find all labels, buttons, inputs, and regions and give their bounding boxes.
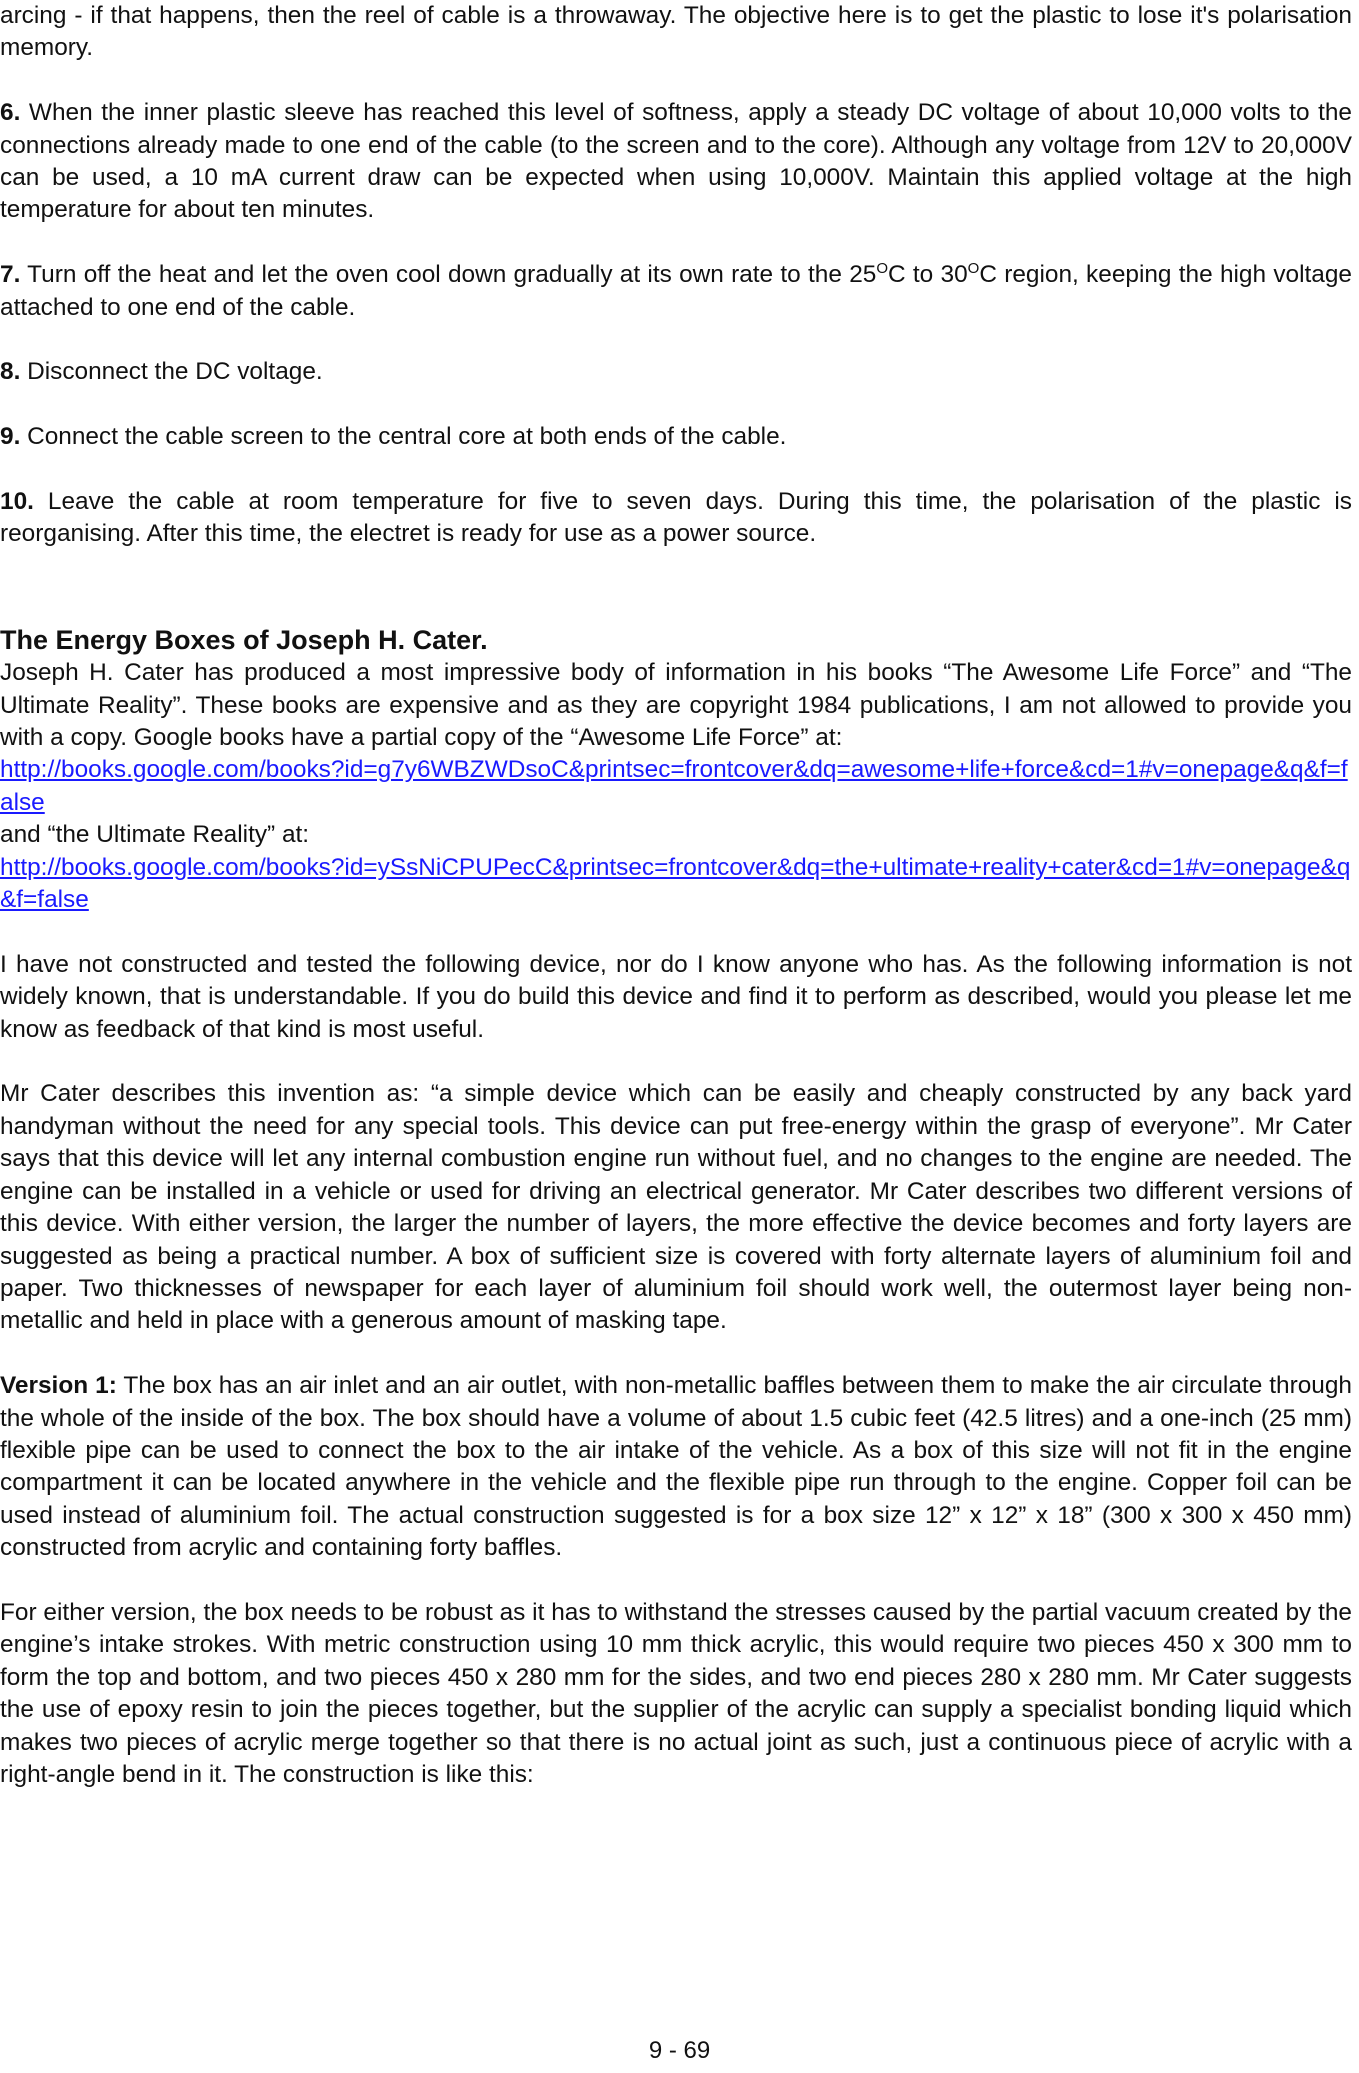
and-ultimate-reality-text: and “the Ultimate Reality” at: xyxy=(0,821,310,849)
degree-superscript: O xyxy=(967,260,980,278)
intro-paragraph: arcing - if that happens, then the reel of cable is a throwaway. The objective here is to get the plastic to lose it's polarisation memory. xyxy=(0,2,1352,62)
step-7-text-b: C to 30 xyxy=(888,261,968,289)
ultimate-reality-link[interactable]: http://books.google.com/books?id=ySsNiCPUPecC&printsec=frontcover&dq=the+ultimate+reality+cater&cd=1#v=onepage&q&f=false xyxy=(0,853,1351,914)
step-7-number: 7. xyxy=(0,261,21,289)
step-8 xyxy=(0,356,1352,388)
step-6-text: When the inner plastic sleeve has reached this level of softness, apply a steady DC voltage of about 10,000 volts to the connections already made to one end of the cable (to the screen and to the core). Although any voltage from 12V to 20,000V can be used, a 10 mA current draw can be expected when using 10,000V. Maintain this applied voltage at the high temperature for about ten minutes. xyxy=(0,99,1352,224)
step-7-text-a: Turn off the heat and let the oven cool down gradually at its own rate to the 25 xyxy=(20,261,877,289)
step-7 xyxy=(0,259,1352,324)
step-10-text: Leave the cable at room temperature for five to seven days. During this time, the polarisation of the plastic is reorganising. After this time, the electret is ready for use as a power source. xyxy=(0,488,1352,548)
step-9-text: Connect the cable screen to the central core at both ends of the cable. xyxy=(20,423,787,451)
step-6-number: 6. xyxy=(0,99,21,127)
mr-cater-paragraph: Mr Cater describes this invention as: “a simple device which can be easily and cheaply constructed by any back yard handyman without the need for any special tools. This device can put free-energy within the grasp of everyone”. Mr Cater says that this device will let any internal combustion engine run without fuel, and no changes to the engine are needed. The engine can be installed in a vehicle or used for driving an electrical generator. Mr Cater describes two different versions of this device. With either version, the larger the number of layers, the more effective the device becomes and forty layers are suggested as being a practical number. A box of sufficient size is covered with forty alternate layers of aluminium foil and paper. Two thicknesses of newspaper for each layer of aluminium foil should work well, the outermost layer being non-metallic and held in place with a generous amount of masking tape. xyxy=(0,1080,1352,1335)
version-1-paragraph xyxy=(0,1370,1352,1564)
step-6 xyxy=(0,97,1352,227)
either-version-paragraph: For either version, the box needs to be robust as it has to withstand the stresses caused by the partial vacuum created by the engine’s intake strokes. With metric construction using 10 mm thick acrylic, this would require two pieces 450 x 300 mm to form the top and bottom, and two pieces 450 x 280 mm for the sides, and two end pieces 280 x 280 mm. Mr Cater suggests the use of epoxy resin to join the pieces together, but the supplier of the acrylic can supply a specialist bonding liquid which makes two pieces of acrylic merge together so that there is no actual joint as such, just a continuous piece of acrylic with a right-angle bend in it. The construction is like this: xyxy=(0,1598,1352,1788)
step-10-number: 10. xyxy=(0,488,34,516)
degree-superscript: O xyxy=(876,260,888,278)
step-9 xyxy=(0,421,1352,453)
awesome-life-force-link[interactable]: http://books.google.com/books?id=g7y6WBZWDsoC&printsec=frontcover&dq=awesome+life+force&cd=1#v=onepage&q&f=false xyxy=(0,756,1348,816)
step-9-number: 9. xyxy=(0,423,21,451)
not-built-paragraph: I have not constructed and tested the following device, nor do I know anyone who has. As the following information is not widely known, that is understandable. If you do build this device and find it to perform as described, would you please let me know as feedback of that kind is most useful. xyxy=(0,950,1352,1043)
step-8-text: Disconnect the DC voltage. xyxy=(20,358,323,386)
step-10 xyxy=(0,486,1352,551)
link-1-line xyxy=(0,754,1352,819)
page-number: 9 - 69 xyxy=(648,2037,711,2064)
step-7-text-c: C region, keeping the high voltage attached to one end of the cable. xyxy=(0,261,1352,321)
section-heading: The Energy Boxes of Joseph H. Cater. xyxy=(0,625,488,656)
step-8-number: 8. xyxy=(0,358,21,386)
version-1-text: The box has an air inlet and an air outlet, with non-metallic baffles between them to make the air circulate through the whole of the inside of the box. The box should have a volume of about 1.5 cubic feet (42.5 litres) and a one-inch (25 mm) flexible pipe can be used to connect the box to the air intake of the vehicle. As a box of this size will not fit in the engine compartment it can be located anywhere in the vehicle and the flexible pipe run through to the engine. Copper foil can be used instead of aluminium foil. The actual construction suggested is for a box size 12” x 12” x 18” (300 x 300 x 450 mm) constructed from acrylic and containing forty baffles. xyxy=(0,1372,1352,1562)
version-1-label: Version 1: xyxy=(0,1372,117,1400)
link-2-line xyxy=(0,852,1352,917)
cater-intro-paragraph: Joseph H. Cater has produced a most impressive body of information in his books “The Awesome Life Force” and “The Ultimate Reality”. These books are expensive and as they are copyright 1984 publications, I am not allowed to provide you with a copy. Google books have a partial copy of the “Awesome Life Force” at: xyxy=(0,659,1352,752)
